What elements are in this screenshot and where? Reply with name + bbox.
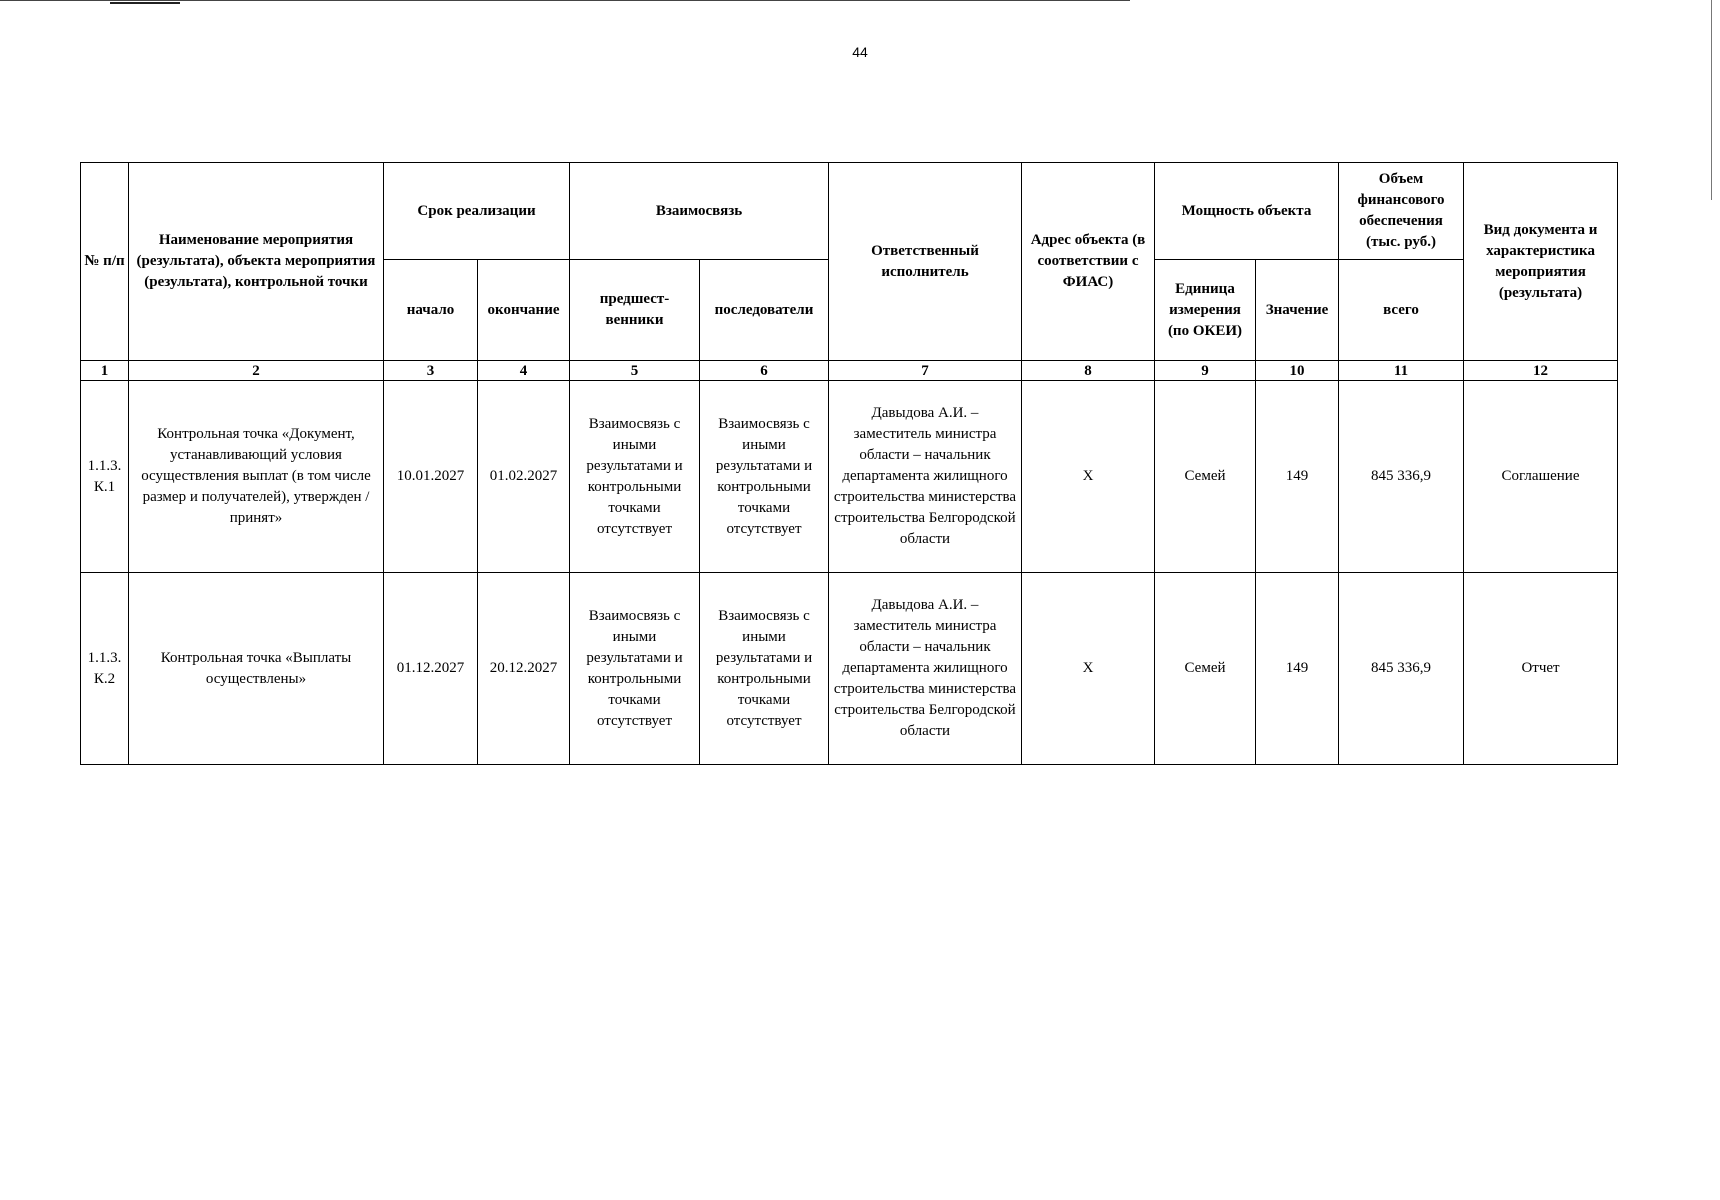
cell-start: 10.01.2027 bbox=[384, 381, 478, 573]
header-link: Взаимосвязь bbox=[570, 163, 829, 260]
header-value: Значение bbox=[1256, 260, 1339, 361]
header-total: всего bbox=[1339, 260, 1464, 361]
plan-table bbox=[80, 162, 1618, 765]
cell-num: 1.1.3. К.2 bbox=[81, 573, 129, 765]
column-numbers-row bbox=[81, 361, 1618, 381]
column-number: 12 bbox=[1464, 361, 1618, 381]
column-number: 4 bbox=[478, 361, 570, 381]
scan-edge-line bbox=[0, 0, 1130, 1]
header-responsible: Ответственный исполнитель bbox=[829, 163, 1022, 361]
cell-successors: Взаимосвязь с иными результатами и контрольными точками отсутствует bbox=[700, 573, 829, 765]
cell-doc-type: Соглашение bbox=[1464, 381, 1618, 573]
header-capacity: Мощность объекта bbox=[1155, 163, 1339, 260]
header-address: Адрес объекта (в соответствии с ФИАС) bbox=[1022, 163, 1155, 361]
header-period: Срок реализации bbox=[384, 163, 570, 260]
scan-edge-line-right bbox=[1711, 0, 1712, 200]
cell-value: 149 bbox=[1256, 381, 1339, 573]
cell-total: 845 336,9 bbox=[1339, 573, 1464, 765]
column-number: 10 bbox=[1256, 361, 1339, 381]
cell-start: 01.12.2027 bbox=[384, 573, 478, 765]
column-number: 9 bbox=[1155, 361, 1256, 381]
cell-end: 20.12.2027 bbox=[478, 573, 570, 765]
cell-doc-type: Отчет bbox=[1464, 573, 1618, 765]
cell-successors: Взаимосвязь с иными результатами и контрольными точками отсутствует bbox=[700, 381, 829, 573]
cell-name: Контрольная точка «Документ, устанавливающий условия осуществления выплат (в том числе размер и получателей), утвержден / принят» bbox=[129, 381, 384, 573]
header-successors: последователи bbox=[700, 260, 829, 361]
header-start: начало bbox=[384, 260, 478, 361]
header-predecessors: предшест-венники bbox=[570, 260, 700, 361]
column-number: 5 bbox=[570, 361, 700, 381]
cell-value: 149 bbox=[1256, 573, 1339, 765]
header-row-1 bbox=[81, 163, 1618, 260]
column-number: 2 bbox=[129, 361, 384, 381]
column-number: 7 bbox=[829, 361, 1022, 381]
cell-address: Х bbox=[1022, 381, 1155, 573]
cell-unit: Семей bbox=[1155, 381, 1256, 573]
column-number: 8 bbox=[1022, 361, 1155, 381]
header-unit: Единица измерения (по ОКЕИ) bbox=[1155, 260, 1256, 361]
column-number: 11 bbox=[1339, 361, 1464, 381]
header-name: Наименование мероприятия (результата), объекта мероприятия (результата), контрольной точки bbox=[129, 163, 384, 361]
cell-name: Контрольная точка «Выплаты осуществлены» bbox=[129, 573, 384, 765]
cell-address: Х bbox=[1022, 573, 1155, 765]
cell-num: 1.1.3. К.1 bbox=[81, 381, 129, 573]
header-end: окончание bbox=[478, 260, 570, 361]
column-number: 3 bbox=[384, 361, 478, 381]
cell-end: 01.02.2027 bbox=[478, 381, 570, 573]
header-finance: Объем финансового обеспечения (тыс. руб.) bbox=[1339, 163, 1464, 260]
column-number: 1 bbox=[81, 361, 129, 381]
cell-unit: Семей bbox=[1155, 573, 1256, 765]
header-doc-type: Вид документа и характеристика мероприятия (результата) bbox=[1464, 163, 1618, 361]
page-number: 44 bbox=[852, 44, 868, 60]
cell-predecessors: Взаимосвязь с иными результатами и контрольными точками отсутствует bbox=[570, 573, 700, 765]
table-row bbox=[81, 573, 1618, 765]
cell-total: 845 336,9 bbox=[1339, 381, 1464, 573]
scan-edge-mark bbox=[110, 2, 180, 4]
table-row bbox=[81, 381, 1618, 573]
cell-predecessors: Взаимосвязь с иными результатами и контрольными точками отсутствует bbox=[570, 381, 700, 573]
cell-responsible: Давыдова А.И. – заместитель министра области – начальник департамента жилищного строительства министерства строительства Белгородской области bbox=[829, 381, 1022, 573]
cell-responsible: Давыдова А.И. – заместитель министра области – начальник департамента жилищного строительства министерства строительства Белгородской области bbox=[829, 573, 1022, 765]
header-num: № п/п bbox=[81, 163, 129, 361]
column-number: 6 bbox=[700, 361, 829, 381]
